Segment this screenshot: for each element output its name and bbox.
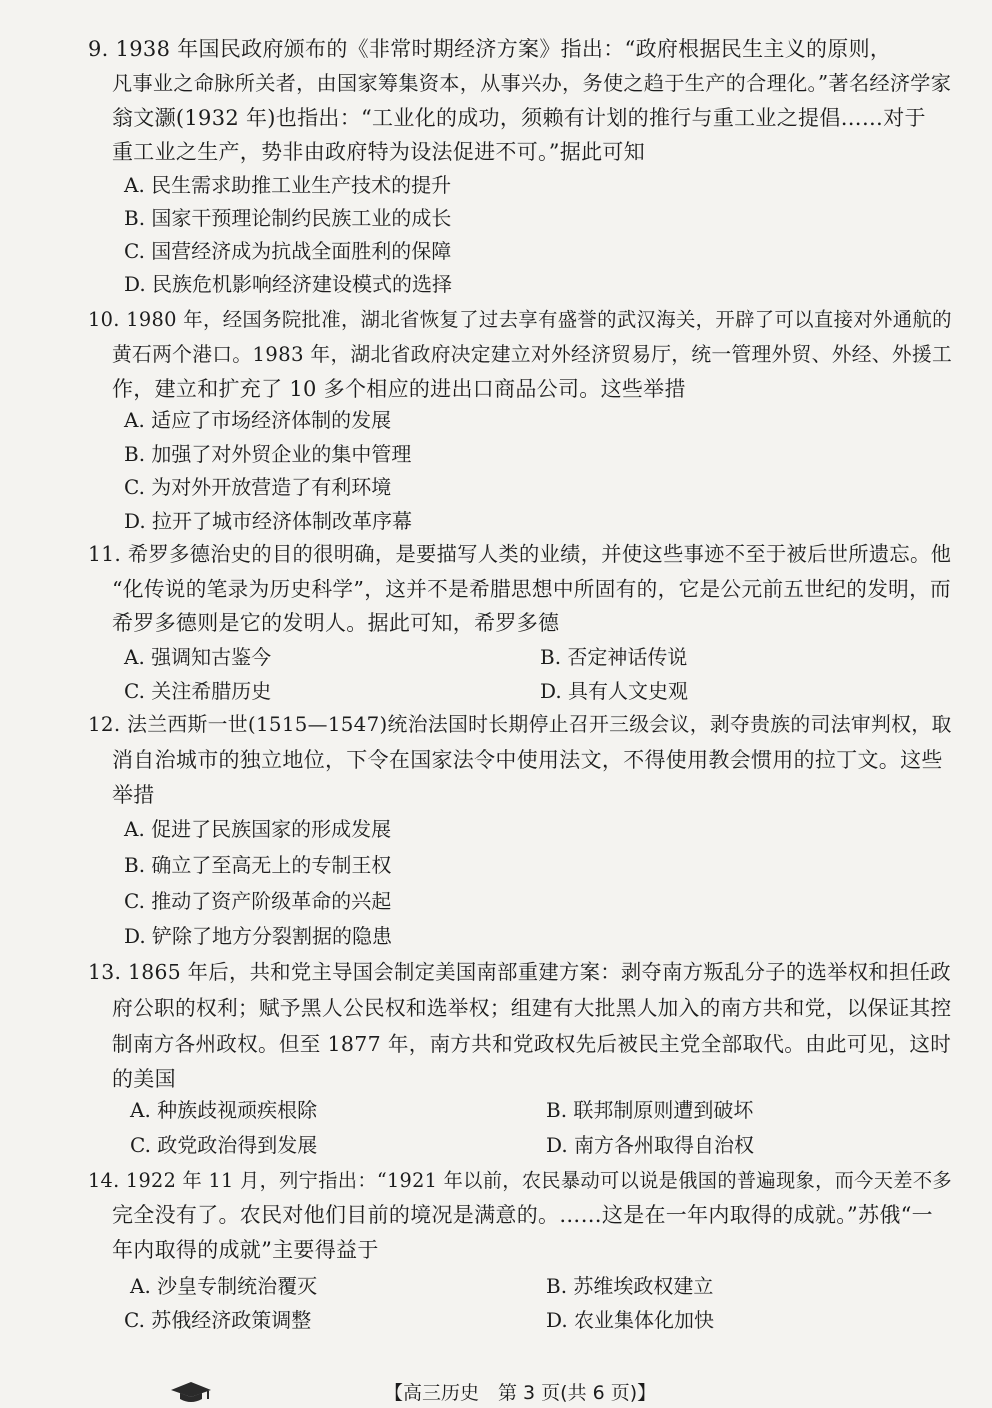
option-a[interactable]: A. 沙皇专制统治覆灭	[130, 1274, 318, 1298]
option-c[interactable]: C. 关注希腊历史	[124, 679, 272, 703]
option-a[interactable]: A. 民生需求助推工业生产技术的提升	[124, 173, 452, 197]
option-d[interactable]: D. 拉开了城市经济体制改革序幕	[124, 509, 413, 533]
graduation-cap-icon	[170, 1380, 212, 1404]
question-text-line: 9. 1938 年国民政府颁布的《非常时期经济方案》指出：“政府根据民生主义的原则，	[88, 37, 892, 61]
question-text-line: “化传说的笔录为历史科学”，这并不是希腊思想中所固有的，它是公元前五世纪的发明，而	[112, 577, 952, 601]
option-a[interactable]: A. 种族歧视顽疾根除	[130, 1098, 318, 1122]
option-b[interactable]: B. 加强了对外贸企业的集中管理	[124, 442, 412, 466]
question-text-line: 希罗多德则是它的发明人。据此可知，希罗多德	[112, 611, 560, 635]
question-text-line: 10. 1980 年，经国务院批准，湖北省恢复了过去享有盛誉的武汉海关，开辟了可以直接对外通航的	[88, 308, 952, 331]
question-text-line: 12. 法兰西斯一世(1515—1547)统治法国时长期停止召开三级会议，剥夺贵族的司法审判权，取	[88, 713, 952, 736]
question-text-line: 11. 希罗多德治史的目的很明确，是要描写人类的业绩，并使这些事迹不至于被后世所遗忘。他	[88, 542, 952, 566]
question-text-line: 的美国	[112, 1067, 176, 1091]
option-b[interactable]: B. 否定神话传说	[540, 645, 688, 669]
question-text-line: 重工业之生产，势非由政府特为设法促进不可。”据此可知	[112, 140, 646, 164]
question-text-line: 制南方各州政权。但至 1877 年，南方共和党政权先后被民主党全部取代。由此可见，这时	[112, 1032, 952, 1056]
page-footer	[0, 1378, 992, 1408]
question-text-line: 完全没有了。农民对他们目前的境况是满意的。……这是在一年内取得的成就。”苏俄“一	[112, 1203, 933, 1227]
option-a[interactable]: A. 强调知古鉴今	[124, 645, 272, 669]
option-c[interactable]: C. 推动了资产阶级革命的兴起	[124, 889, 392, 913]
option-d[interactable]: D. 具有人文史观	[540, 679, 689, 703]
option-d[interactable]: D. 农业集体化加快	[546, 1308, 715, 1332]
question-text-line: 凡事业之命脉所关者，由国家筹集资本，从事兴办，务使之趋于生产的合理化。”著名经济学家	[112, 71, 952, 95]
question-text-line: 消自治城市的独立地位，下令在国家法令中使用法文，不得使用教会惯用的拉丁文。这些	[112, 748, 943, 772]
option-a[interactable]: A. 促进了民族国家的形成发展	[124, 817, 392, 841]
question-text-line: 13. 1865 年后，共和党主导国会制定美国南部重建方案：剥夺南方叛乱分子的选举权和担任政	[88, 960, 951, 984]
option-d[interactable]: D. 铲除了地方分裂割据的隐患	[124, 924, 393, 948]
page-number: 【高三历史 第 3 页(共 6 页)】	[384, 1382, 657, 1404]
option-c[interactable]: C. 苏俄经济政策调整	[124, 1308, 312, 1332]
question-text-line: 翁文灏(1932 年)也指出：“工业化的成功，须赖有计划的推行与重工业之提倡……对于	[112, 106, 926, 130]
option-d[interactable]: D. 南方各州取得自治权	[546, 1133, 755, 1157]
option-b[interactable]: B. 确立了至高无上的专制王权	[124, 853, 392, 877]
question-text-line: 作，建立和扩充了 10 多个相应的进出口商品公司。这些举措	[112, 377, 686, 401]
option-b[interactable]: B. 联邦制原则遭到破坏	[546, 1098, 754, 1122]
option-b[interactable]: B. 国家干预理论制约民族工业的成长	[124, 206, 452, 230]
question-text-line: 14. 1922 年 11 月，列宁指出：“1921 年以前，农民暴动可以说是俄国的普遍现象，而今天差不多	[88, 1169, 952, 1192]
question-text-line: 黄石两个港口。1983 年，湖北省政府决定建立对外经济贸易厅，统一管理外贸、外经、外援工	[112, 343, 952, 366]
question-text-line: 年内取得的成就”主要得益于	[112, 1238, 379, 1262]
option-c[interactable]: C. 政党政治得到发展	[130, 1133, 318, 1157]
question-text-line: 府公职的权利；赋予黑人公民权和选举权；组建有大批黑人加入的南方共和党，以保证其控	[112, 996, 952, 1020]
option-b[interactable]: B. 苏维埃政权建立	[546, 1274, 714, 1298]
option-c[interactable]: C. 国营经济成为抗战全面胜利的保障	[124, 239, 452, 263]
option-c[interactable]: C. 为对外开放营造了有利环境	[124, 475, 392, 499]
option-d[interactable]: D. 民族危机影响经济建设模式的选择	[124, 272, 453, 296]
option-a[interactable]: A. 适应了市场经济体制的发展	[124, 408, 392, 432]
question-text-line: 举措	[112, 783, 155, 807]
